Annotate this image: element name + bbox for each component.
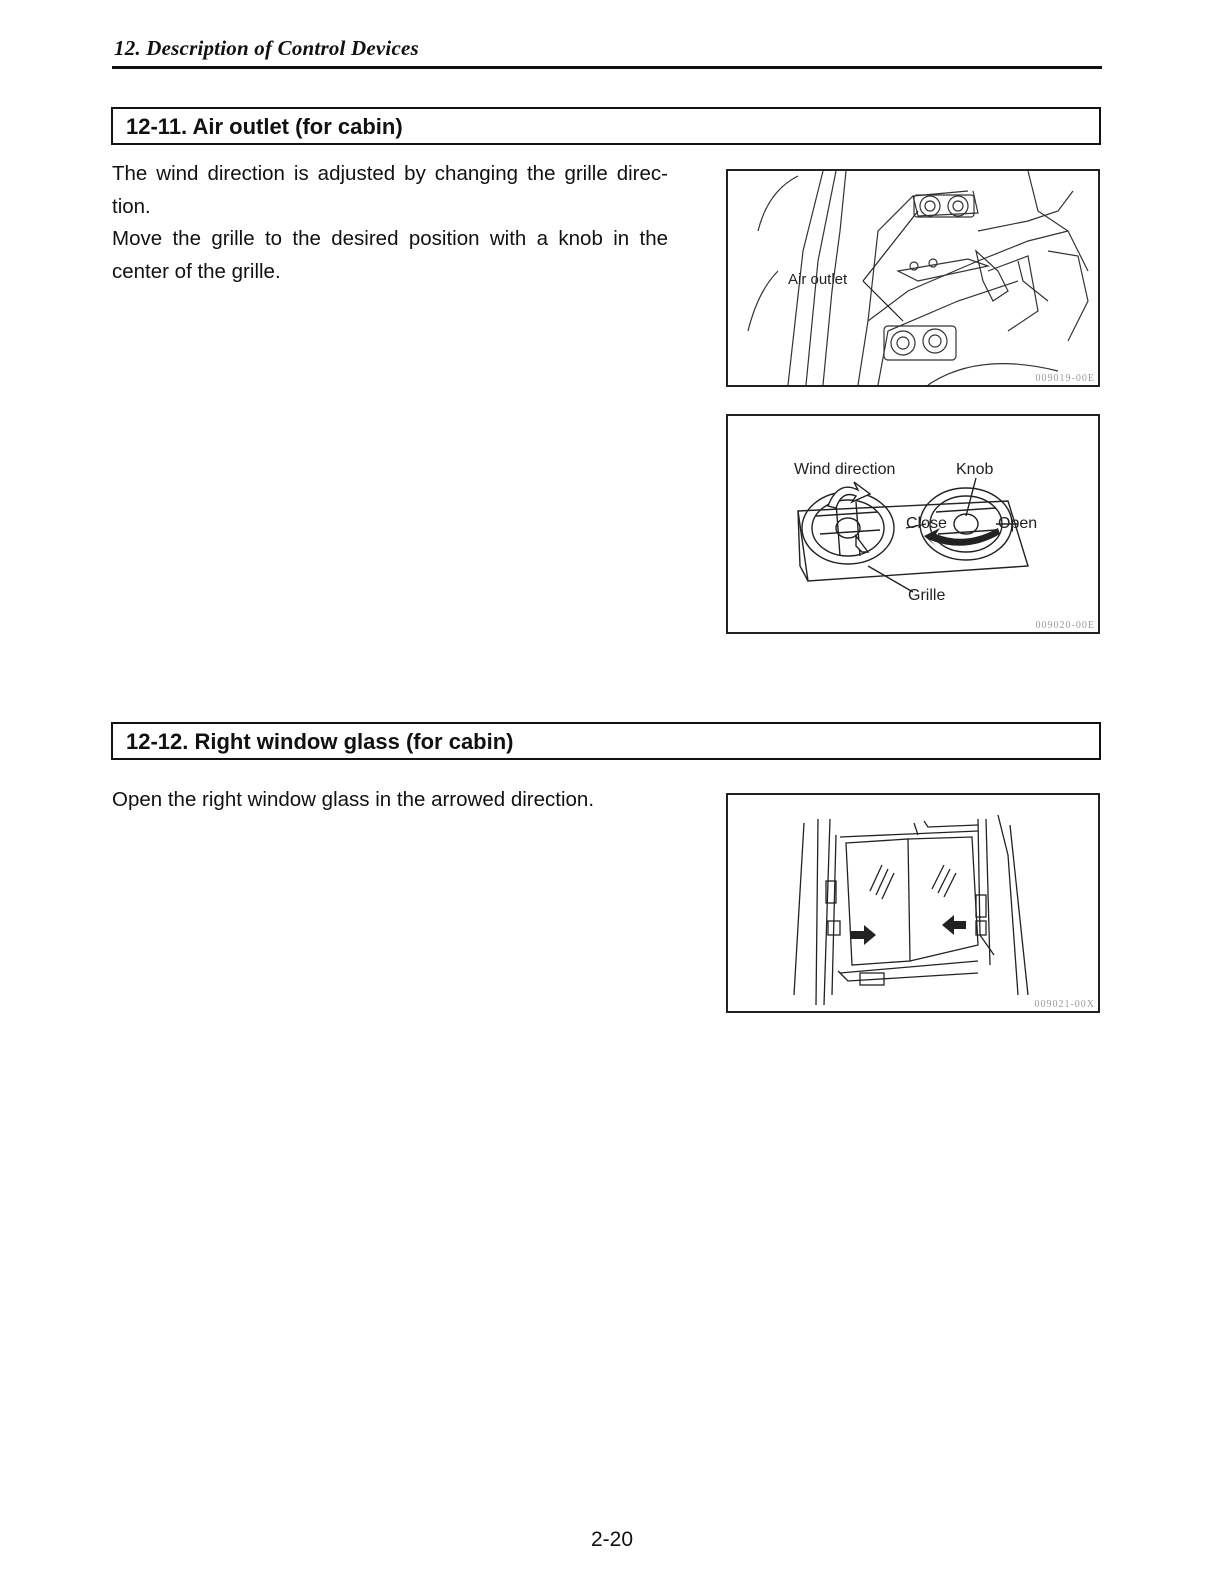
figure-grille-knob bbox=[726, 414, 1100, 634]
paragraph: The wind direction is adjusted by changing the grille direc-tion. bbox=[112, 162, 668, 218]
paragraph: Open the right window glass in the arrowed direction. bbox=[112, 788, 595, 811]
figure-code: 009021-00X bbox=[1034, 999, 1095, 1010]
label-knob: Knob bbox=[956, 461, 994, 478]
chapter-title: 12. Description of Control Devices bbox=[114, 36, 419, 60]
figure-code: 009019-00E bbox=[1035, 373, 1095, 384]
air-outlet-illustration bbox=[728, 171, 1098, 385]
section-body-right-window bbox=[112, 784, 712, 817]
figure-code: 009020-00E bbox=[1035, 620, 1095, 631]
section-heading-right-window bbox=[111, 722, 1101, 760]
section-heading-text: 12-11. Air outlet (for cabin) bbox=[126, 114, 403, 139]
label-grille: Grille bbox=[908, 587, 946, 604]
label-air-outlet: Air outlet bbox=[788, 271, 848, 288]
label-close: Close bbox=[906, 515, 947, 532]
section-heading-text: 12-12. Right window glass (for cabin) bbox=[126, 729, 514, 754]
paragraph: Move the grille to the desired position with a knob in the center of the grille. bbox=[112, 227, 668, 283]
right-window-illustration bbox=[728, 795, 1098, 1011]
label-wind-direction: Wind direction bbox=[794, 461, 896, 478]
section-heading-air-outlet bbox=[111, 107, 1101, 145]
grille-knob-illustration bbox=[728, 416, 1098, 632]
figure-air-outlet-location bbox=[726, 169, 1100, 387]
page-number: 2-20 bbox=[590, 1528, 634, 1551]
running-header bbox=[112, 34, 1102, 69]
figure-right-window-glass bbox=[726, 793, 1100, 1013]
section-body-air-outlet bbox=[112, 158, 668, 288]
label-open: Open bbox=[998, 515, 1038, 532]
